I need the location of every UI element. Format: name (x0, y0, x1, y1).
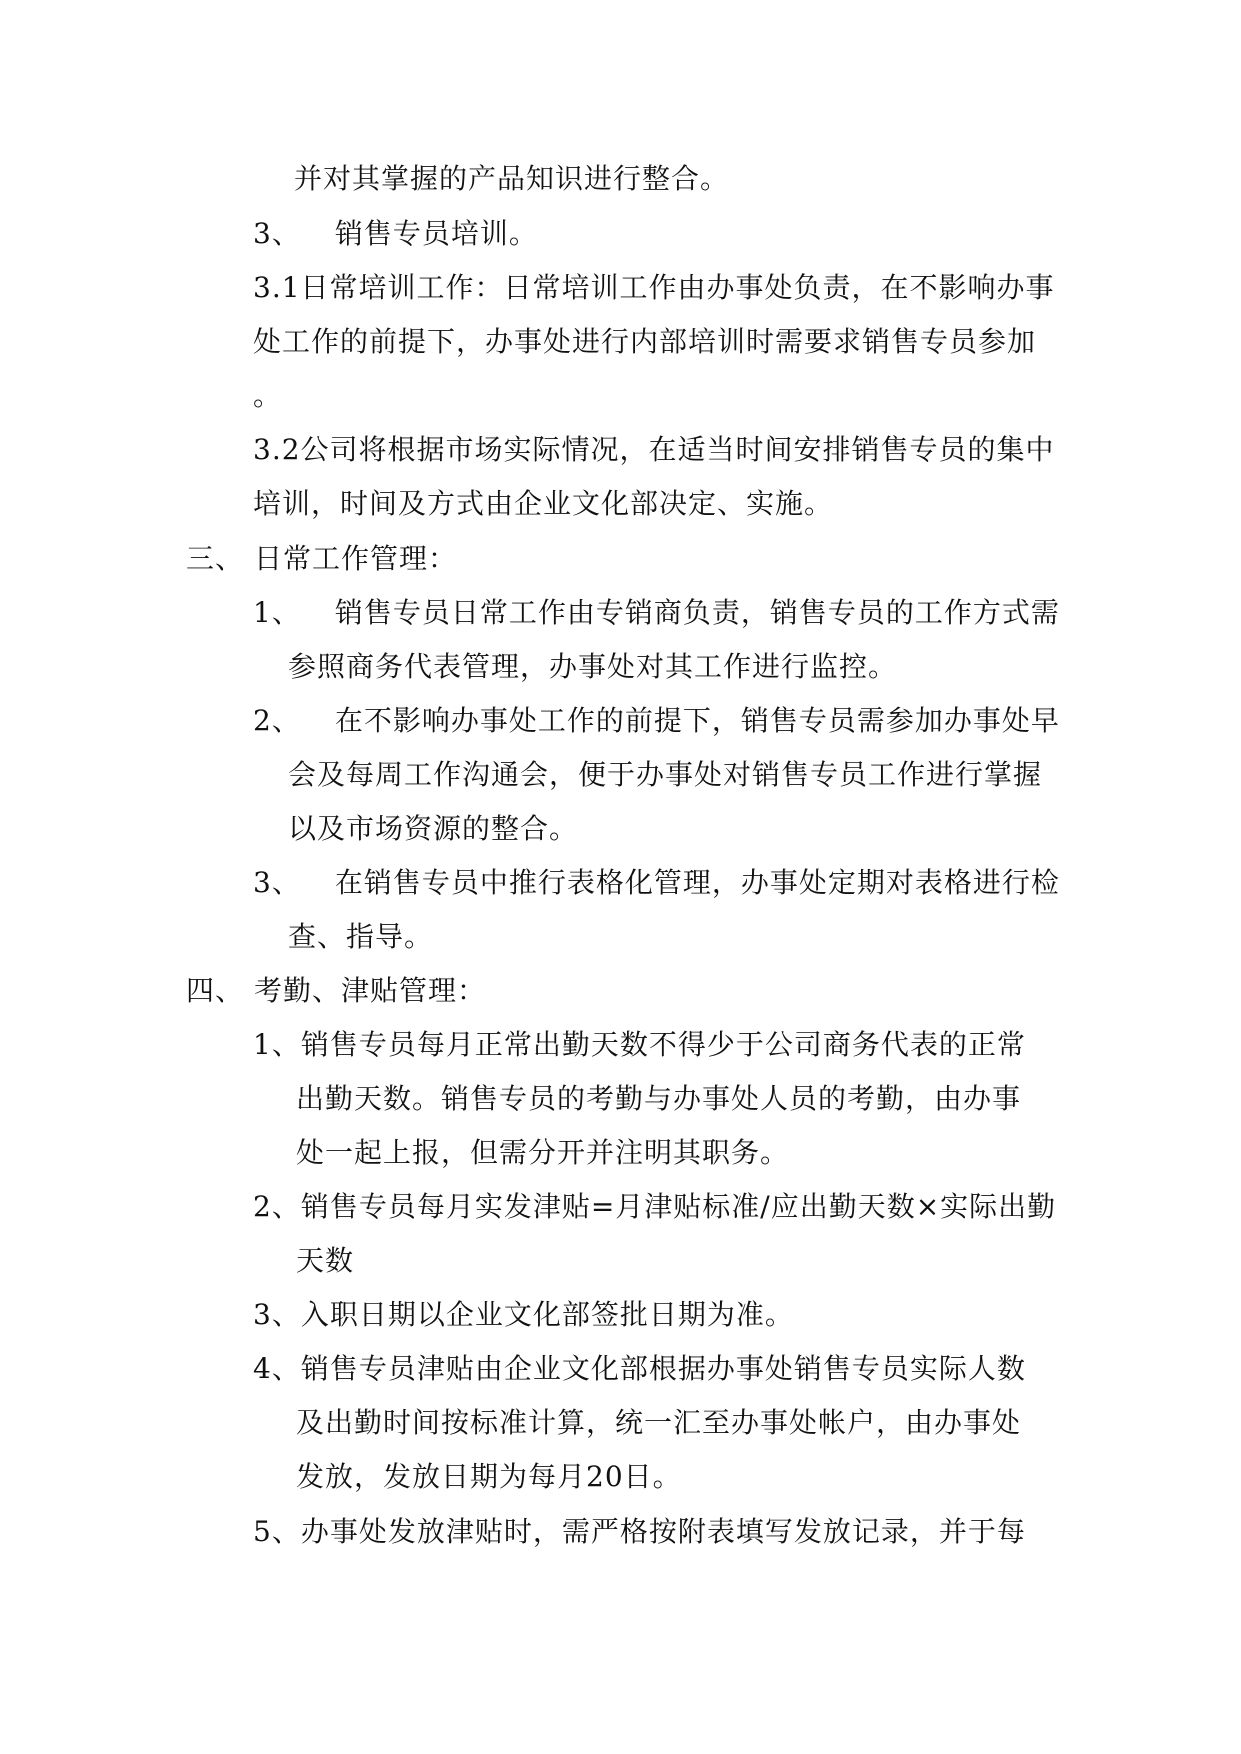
list-item (253, 1297, 794, 1333)
paragraph-line: 参照商务代表管理，办事处对其工作进行监控。 (288, 650, 898, 683)
paragraph-line: 出勤天数。销售专员的考勤与办事处人员的考勤，由办事 (296, 1082, 1022, 1115)
list-item (253, 1027, 1026, 1063)
list-number: 5、 (253, 1515, 301, 1548)
paragraph-line: 天数 (296, 1244, 355, 1277)
list-number: 2、 (253, 704, 301, 737)
list-item (253, 865, 1060, 901)
section-heading (186, 973, 486, 1009)
section-heading (186, 541, 457, 577)
list-number: 3、 (253, 1298, 301, 1331)
paragraph-line: 查、指导。 (288, 920, 434, 953)
list-number: 4、 (253, 1352, 301, 1385)
list-item (253, 1514, 1026, 1550)
paragraph-line: 以及市场资源的整合。 (288, 812, 579, 845)
list-number: 2、 (253, 1190, 301, 1223)
list-item-text: 销售专员日常工作由专销商负责，销售专员的工作方式需 (334, 596, 1060, 629)
list-item (253, 1189, 1056, 1225)
list-item-text: 销售专员每月正常出勤天数不得少于公司商务代表的正常 (300, 1028, 1026, 1061)
section-number: 四、 (186, 974, 245, 1007)
list-item-text: 在不影响办事处工作的前提下，销售专员需参加办事处早 (334, 704, 1060, 737)
list-item-text: 在销售专员中推行表格化管理，办事处定期对表格进行检 (334, 866, 1060, 899)
list-item (253, 1351, 1026, 1387)
section-title: 考勤、津贴管理： (254, 974, 487, 1007)
section-number: 三、 (186, 542, 245, 575)
list-item-text: 入职日期以企业文化部签批日期为准。 (300, 1298, 794, 1331)
section-title: 日常工作管理： (254, 542, 458, 575)
list-item-text: 办事处发放津贴时，需严格按附表填写发放记录，并于每 (300, 1515, 1026, 1548)
paragraph-line: 培训，时间及方式由企业文化部决定、实施。 (253, 487, 834, 520)
paragraph-line: 并对其掌握的产品知识进行整合。 (294, 162, 730, 195)
paragraph-line: 处工作的前提下，办事处进行内部培训时需要求销售专员参加 (253, 325, 1037, 358)
list-item-text: 销售专员每月实发津贴=月津贴标准/应出勤天数×实际出勤 (300, 1190, 1057, 1223)
list-item (253, 595, 1060, 631)
paragraph-line: 及出勤时间按标准计算，统一汇至办事处帐户，由办事处 (296, 1406, 1022, 1439)
list-number: 1、 (253, 1028, 301, 1061)
paragraph-line: 处一起上报，但需分开并注明其职务。 (296, 1136, 790, 1169)
list-item (253, 703, 1060, 739)
paragraph-line: 3.1日常培训工作：日常培训工作由办事处负责，在不影响办事 (253, 271, 1055, 304)
list-item-title: 销售专员培训。 (334, 217, 538, 250)
list-number: 1、 (253, 596, 301, 629)
list-item-heading (253, 216, 538, 252)
list-number: 3、 (253, 217, 301, 250)
list-item-text: 销售专员津贴由企业文化部根据办事处销售专员实际人数 (300, 1352, 1026, 1385)
paragraph-line: 。 (253, 379, 283, 412)
paragraph-line: 会及每周工作沟通会，便于办事处对销售专员工作进行掌握 (288, 758, 1043, 791)
paragraph-line: 3.2公司将根据市场实际情况，在适当时间安排销售专员的集中 (253, 433, 1055, 466)
paragraph-line: 发放，发放日期为每月20日。 (296, 1460, 682, 1493)
list-number: 3、 (253, 866, 301, 899)
